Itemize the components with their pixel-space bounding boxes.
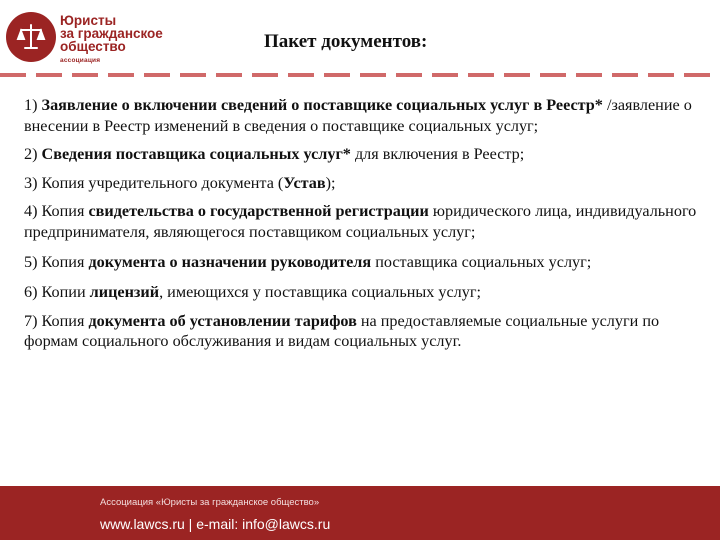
footer (0, 486, 720, 540)
scales-icon (6, 12, 56, 62)
list-item: 7) Копия документа об установлении тарифов на предоставляемые социальные услуги по формам социального обслуживания и видам социальных услуг. (24, 311, 660, 350)
document-list (24, 95, 714, 360)
list-item: 2) Сведения поставщика социальных услуг* для включения в Реестр; (24, 145, 525, 163)
list-item: 4) Копия свидетельства о государственной регистрации юридического лица, индивидуального предпринимателя, являющегося поставщиком социальных услуг; (24, 202, 697, 241)
footer-org: Ассоциация «Юристы за гражданское общество» (100, 497, 320, 508)
logo-wordmark: Юристы за гражданское общество ассоциация (60, 13, 163, 64)
list-item: 5) Копия документа о назначении руководителя поставщика социальных услуг; (24, 253, 592, 271)
list-item: 1) Заявление о включении сведений о поставщике социальных услуг в Реестр* /заявление о внесении в Реестр изменений в сведения о поставщике социальных услуг; (24, 96, 692, 135)
list-item: 6) Копии лицензий, имеющихся у поставщика социальных услуг; (24, 283, 481, 301)
page-title: Пакет документов: (264, 31, 428, 52)
dashed-divider (0, 73, 720, 77)
logo (6, 12, 166, 70)
list-item: 3) Копия учредительного документа (Устав); (24, 173, 336, 192)
footer-contacts[interactable]: www.lawcs.ru | e-mail: info@lawcs.ru (100, 516, 331, 532)
